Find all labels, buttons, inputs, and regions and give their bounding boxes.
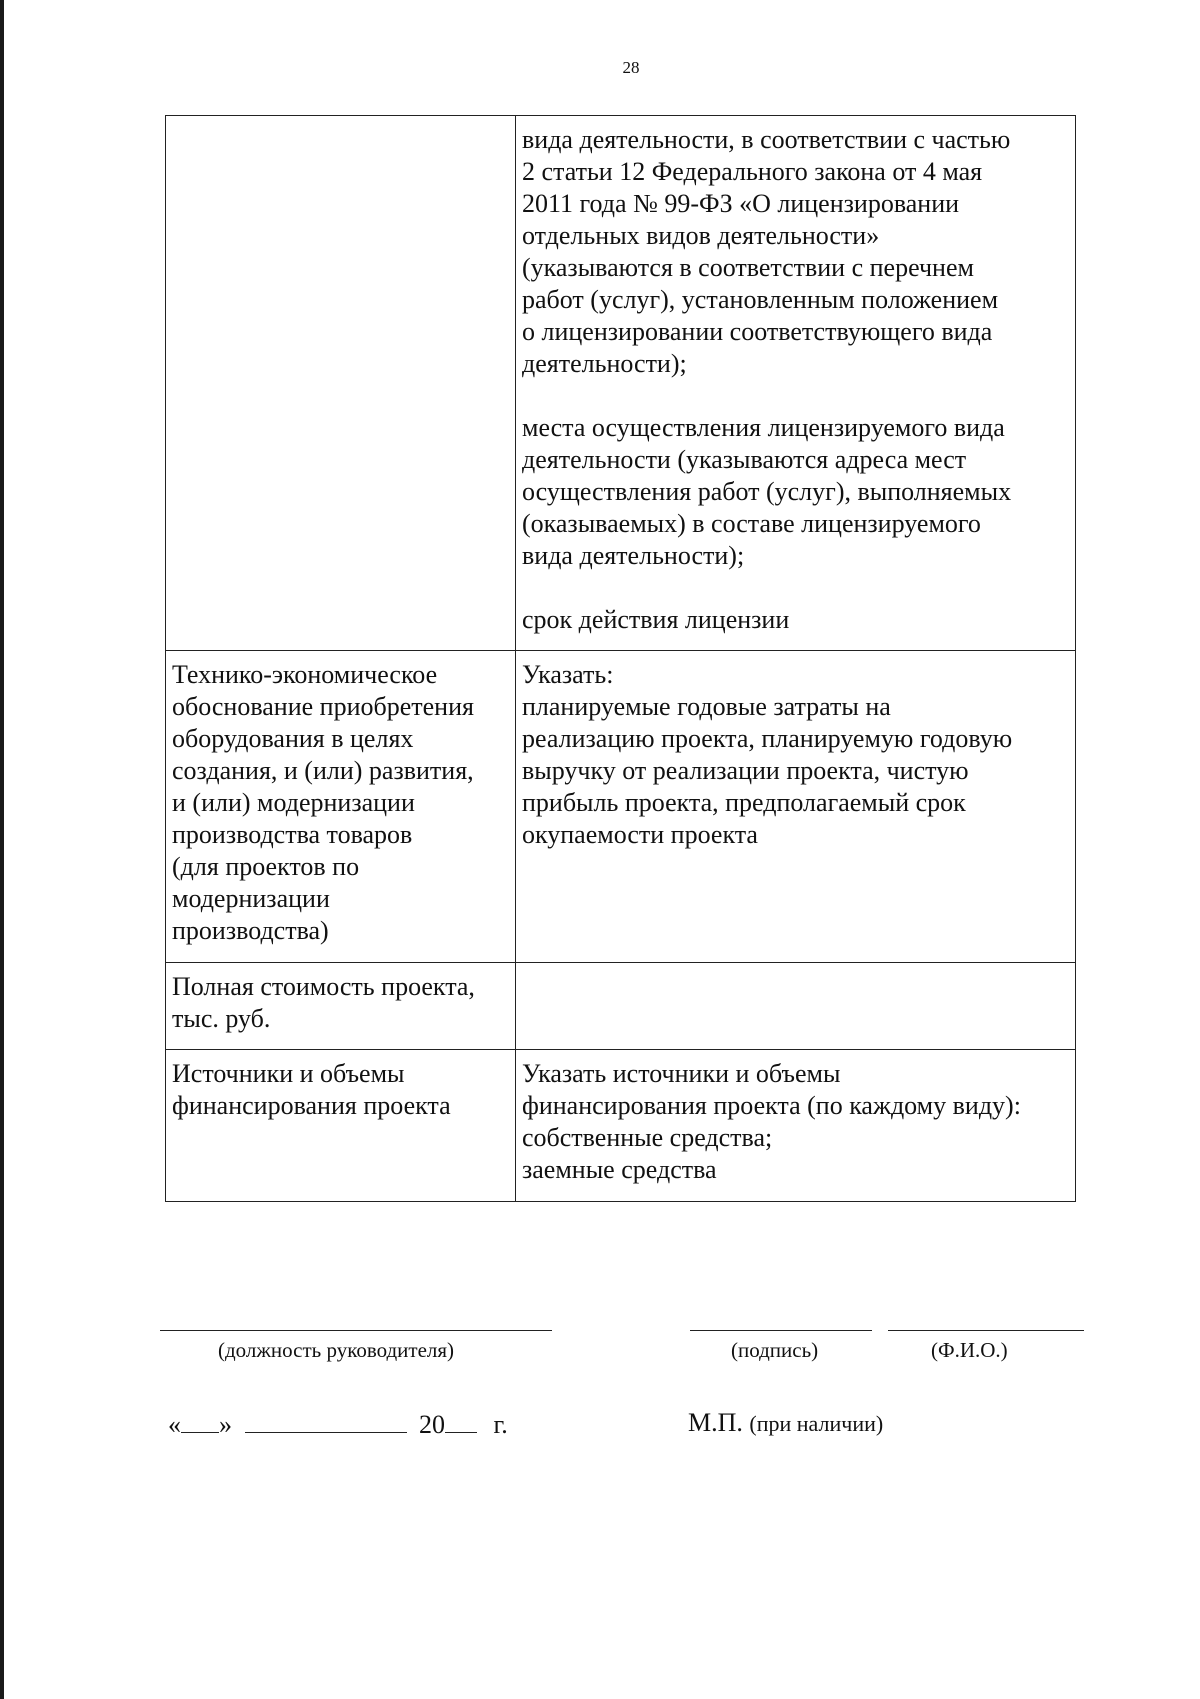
project-info-table xyxy=(165,115,1076,1202)
year-blank[interactable] xyxy=(445,1408,477,1433)
year-prefix: 20 xyxy=(419,1410,445,1439)
text-line: финансирования проекта xyxy=(172,1091,451,1120)
date-open-quote: « xyxy=(168,1410,181,1439)
license-activity-paragraph xyxy=(522,124,1069,380)
text-line: заемные средства xyxy=(522,1155,717,1184)
stamp-label: М.П. xyxy=(688,1408,743,1437)
table-row xyxy=(166,651,1076,963)
text-line: (оказываемых) в составе лицензируемого xyxy=(522,509,981,538)
position-signature-line[interactable] xyxy=(160,1330,552,1331)
text-line: (указываются в соответствии с перечнем xyxy=(522,253,974,282)
funding-sources-label-cell xyxy=(166,1050,516,1202)
table-row xyxy=(166,1050,1076,1202)
text-line: обоснование приобретения xyxy=(172,692,474,721)
text-line: Технико-экономическое xyxy=(172,660,438,689)
text-line: деятельности (указываются адреса мест xyxy=(522,445,967,474)
text-line: модернизации xyxy=(172,884,330,913)
name-signature-line[interactable] xyxy=(888,1330,1084,1331)
text-line: вида деятельности, в соответствии с частью xyxy=(522,125,1011,154)
text-line: о лицензировании соответствующего вида xyxy=(522,317,993,346)
text-line: Указать: xyxy=(522,660,614,689)
text-line: финансирования проекта (по каждому виду): xyxy=(522,1091,1021,1120)
text-line: работ (услуг), установленным положением xyxy=(522,285,999,314)
license-places-paragraph xyxy=(522,412,1069,572)
stamp-row xyxy=(688,1408,883,1438)
signature-line[interactable] xyxy=(690,1330,872,1331)
text-line: Источники и объемы xyxy=(172,1059,405,1088)
day-blank[interactable] xyxy=(181,1408,219,1433)
text-line: 2011 года № 99-ФЗ «О лицензировании xyxy=(522,189,960,218)
text-line: осуществления работ (услуг), выполняемых xyxy=(522,477,1012,506)
date-close-quote: » xyxy=(219,1410,232,1439)
total-cost-label-cell xyxy=(166,963,516,1050)
text-line: 2 статьи 12 Федерального закона от 4 мая xyxy=(522,157,983,186)
text-line: собственные средства; xyxy=(522,1123,773,1152)
month-blank[interactable] xyxy=(245,1408,407,1433)
table-row xyxy=(166,116,1076,651)
text-line: прибыль проекта, предполагаемый срок xyxy=(522,788,966,817)
text-line: реализацию проекта, планируемую годовую xyxy=(522,724,1013,753)
year-suffix: г. xyxy=(493,1410,508,1439)
text-line: оборудования в целях xyxy=(172,724,414,753)
text-line: выручку от реализации проекта, чистую xyxy=(522,756,969,785)
text-line: места осуществления лицензируемого вида xyxy=(522,413,1005,442)
table-row xyxy=(166,963,1076,1050)
total-cost-value-cell xyxy=(516,963,1076,1050)
feasibility-label-cell xyxy=(166,651,516,963)
feasibility-value-cell xyxy=(516,651,1076,963)
text-line: тыс. руб. xyxy=(172,1004,271,1033)
text-line: (для проектов по xyxy=(172,852,360,881)
text-line: производства) xyxy=(172,916,329,945)
stamp-note: (при наличии) xyxy=(749,1411,884,1436)
page-number: 28 xyxy=(622,58,640,77)
scan-edge xyxy=(0,0,4,1699)
funding-sources-value-cell xyxy=(516,1050,1076,1202)
row1-right-cell xyxy=(516,116,1076,651)
date-row xyxy=(168,1408,508,1440)
row1-left-cell xyxy=(166,116,516,651)
text-line: и (или) модернизации xyxy=(172,788,415,817)
text-line: планируемые годовые затраты на xyxy=(522,692,891,721)
signature-caption: (подпись) xyxy=(731,1338,819,1362)
text-line: отдельных видов деятельности» xyxy=(522,221,880,250)
text-line: Полная стоимость проекта, xyxy=(172,972,475,1001)
text-line: деятельности); xyxy=(522,349,687,378)
text-line: вида деятельности); xyxy=(522,541,745,570)
text-line: Указать источники и объемы xyxy=(522,1059,841,1088)
name-caption: (Ф.И.О.) xyxy=(931,1338,1008,1362)
text-line: создания, и (или) развития, xyxy=(172,756,474,785)
text-line: окупаемости проекта xyxy=(522,820,758,849)
text-line: срок действия лицензии xyxy=(522,605,790,634)
license-term-paragraph xyxy=(522,604,1069,636)
text-line: производства товаров xyxy=(172,820,413,849)
position-caption: (должность руководителя) xyxy=(218,1338,455,1362)
